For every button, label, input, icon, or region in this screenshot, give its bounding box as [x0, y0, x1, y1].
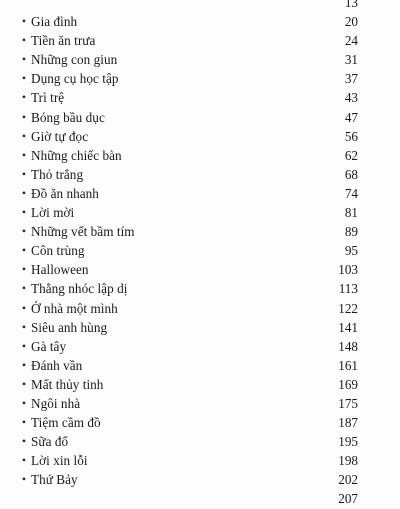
toc-entry-title: Côn trùng	[31, 243, 85, 259]
toc-entry	[0, 318, 400, 337]
toc-entry	[0, 375, 400, 394]
toc-entry	[0, 108, 400, 127]
bullet-icon: •	[21, 281, 27, 296]
bullet-icon: •	[21, 300, 27, 315]
toc-entry	[0, 12, 400, 31]
toc-entry-title: Những chiếc bàn	[31, 147, 122, 163]
toc-entry-page-number: 47	[344, 109, 358, 125]
toc-entry	[0, 470, 400, 489]
bullet-icon: •	[21, 166, 27, 181]
toc-entry-title: Thằng nhóc lập dị	[31, 281, 128, 297]
bullet-icon: •	[21, 14, 27, 29]
bullet-icon: •	[21, 434, 27, 449]
toc-entry-page-number: 31	[344, 52, 358, 68]
toc-entry-title: Những vết bầm tím	[31, 224, 135, 240]
bullet-icon: •	[21, 128, 27, 143]
toc-entry-page-number: 148	[338, 338, 358, 354]
toc-entry	[0, 451, 400, 470]
toc-entry	[0, 69, 400, 88]
toc-entry-title: Sữa đổ	[31, 434, 69, 450]
toc-entry-page-number: 169	[338, 376, 358, 392]
toc-entry	[0, 299, 400, 318]
bullet-icon: •	[21, 338, 27, 353]
bullet-icon: •	[21, 453, 27, 468]
toc-entry-title: Thứ Bảy	[31, 472, 78, 488]
toc-entry-title: Gia đình	[31, 14, 78, 30]
bullet-icon: •	[21, 90, 27, 105]
toc-entry-page-number: 141	[338, 319, 358, 335]
toc-entry-title: Lời mời	[31, 205, 75, 221]
toc-entry	[0, 260, 400, 279]
toc-entry	[0, 0, 400, 12]
bullet-icon: •	[21, 185, 27, 200]
toc-entry	[0, 489, 400, 508]
toc-entry-page-number: 43	[344, 90, 358, 106]
bullet-icon: •	[21, 147, 27, 162]
toc-entry-page-number: 198	[338, 453, 358, 469]
toc-entry-page-number: 187	[338, 415, 358, 431]
toc-entry	[0, 337, 400, 356]
toc-entry-page-number: 95	[344, 243, 358, 259]
bullet-icon: •	[21, 71, 27, 86]
toc-entry	[0, 50, 400, 69]
bullet-icon: •	[21, 357, 27, 372]
toc-entry-page-number: 37	[344, 71, 358, 87]
toc-entry	[0, 394, 400, 413]
toc-entry	[0, 203, 400, 222]
toc-entry	[0, 222, 400, 241]
toc-entry-page-number: 103	[338, 262, 358, 278]
toc-entry-page-number: 56	[344, 128, 358, 144]
toc-entry-page-number: 20	[344, 14, 358, 30]
toc-entry-page-number: 74	[344, 185, 358, 201]
toc-entry	[0, 184, 400, 203]
bullet-icon: •	[21, 33, 27, 48]
toc-entry-page-number: 68	[344, 166, 358, 182]
toc-entry-page-number: 161	[338, 357, 358, 373]
toc-entry-title: Bóng bầu dục	[31, 109, 105, 125]
toc-entry-title: Ngôi nhà	[31, 395, 81, 411]
toc-entry-page-number: 175	[338, 395, 358, 411]
toc-entry-page-number: 113	[338, 281, 358, 297]
toc-entry-page-number: 24	[344, 33, 358, 49]
toc-entry-title: Tiệm cầm đồ	[31, 415, 101, 431]
toc-entry-title: Gà tây	[31, 338, 67, 354]
toc-entry	[0, 432, 400, 451]
bullet-icon: •	[21, 395, 27, 410]
bullet-icon: •	[21, 319, 27, 334]
toc-entry	[0, 127, 400, 146]
toc-entry-title: Thỏ trắng	[31, 166, 84, 182]
toc-entry-page-number: 62	[344, 147, 358, 163]
toc-entry	[0, 356, 400, 375]
bullet-icon: •	[21, 205, 27, 220]
toc-entry	[0, 88, 400, 107]
bullet-icon: •	[21, 52, 27, 67]
bullet-icon: •	[21, 472, 27, 487]
bullet-icon: •	[21, 262, 27, 277]
toc-entry-title: Những con giun	[31, 52, 118, 68]
toc-entry	[0, 413, 400, 432]
toc-entry-page-number: 195	[338, 434, 358, 450]
toc-entry-title: Đánh vần	[31, 357, 83, 373]
toc-entry	[0, 241, 400, 260]
toc-entry-title: Đồ ăn nhanh	[31, 185, 99, 201]
toc-entry	[0, 165, 400, 184]
toc-entry-page-number: 202	[338, 472, 358, 488]
bullet-icon: •	[21, 243, 27, 258]
toc-entry-page-number: 81	[344, 205, 358, 221]
toc-entry-title: Lời xin lỗi	[31, 453, 88, 469]
toc-entry-title: Siêu anh hùng	[31, 319, 108, 335]
toc-entry-title: Tiền ăn trưa	[31, 33, 96, 49]
toc-entry-title: Mất thủy tinh	[31, 376, 104, 392]
toc-entry-title: Halloween	[31, 262, 89, 278]
bullet-icon: •	[21, 109, 27, 124]
bullet-icon: •	[21, 376, 27, 391]
toc-entry	[0, 146, 400, 165]
bullet-icon: •	[21, 415, 27, 430]
toc-entry-page-number: 13	[344, 0, 358, 10]
toc-entry-page-number: 89	[344, 224, 358, 240]
toc-entry-page-number: 207	[338, 491, 358, 507]
toc-entry-page-number: 122	[338, 300, 358, 316]
toc-entry-title: Trì trệ	[31, 90, 65, 106]
bullet-icon: •	[21, 224, 27, 239]
toc-entry	[0, 279, 400, 298]
toc-entry-title: Dụng cụ học tập	[31, 71, 119, 87]
toc-entry	[0, 31, 400, 50]
toc-entry-title: Giờ tự đọc	[31, 128, 89, 144]
toc-entry-title: Ở nhà một mình	[31, 300, 118, 316]
